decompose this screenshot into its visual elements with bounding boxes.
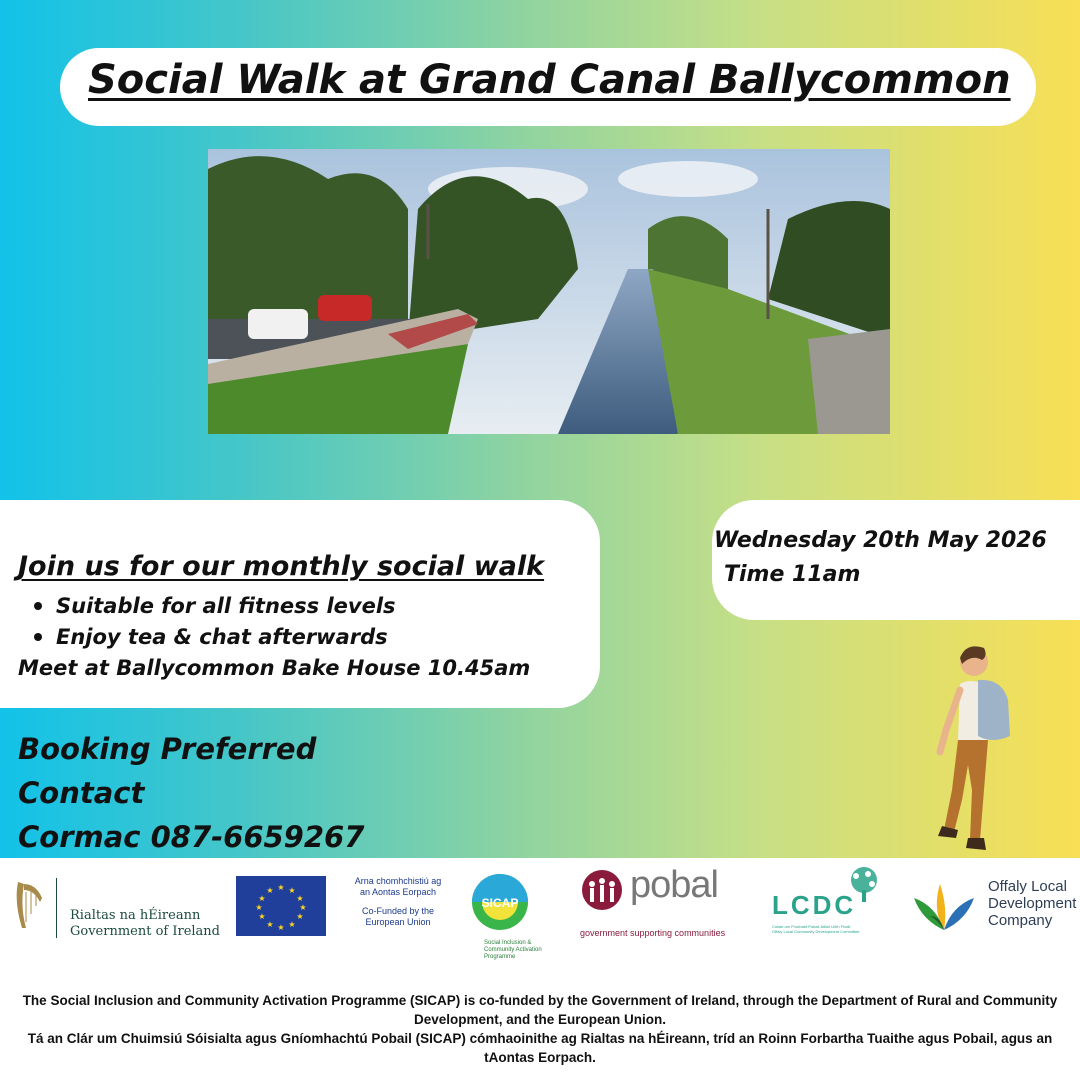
pobal-logo	[580, 864, 726, 938]
svg-text:★: ★	[288, 886, 296, 895]
list-item-text: Suitable for all fitness levels	[56, 594, 396, 618]
gov-ireland-english: Government of Ireland	[70, 924, 221, 939]
info-heading: Join us for our monthly social walk	[18, 551, 545, 582]
pobal-people-icon	[580, 868, 624, 912]
olc-logo	[912, 878, 1077, 936]
sicap-icon	[470, 868, 540, 938]
funding-irish: Tá an Clár um Chuimsiú Sóisialta agus Gníomhachtú Pobail (SICAP) cómhaoinithe ag Rialtas na hÉireann, tríd an Roinn Forbartha Tuaithe agus Pobail, agus an tAontas Eorpach.	[27, 1031, 1053, 1065]
booking-info	[18, 727, 364, 859]
list-item	[28, 622, 396, 653]
svg-text:★: ★	[277, 923, 285, 932]
svg-text:★: ★	[266, 886, 274, 895]
olc-line-3: Company	[988, 912, 1053, 929]
svg-text:★: ★	[296, 912, 304, 921]
svg-text:★: ★	[277, 883, 285, 892]
eu-english-1: Co-Funded by the	[361, 906, 435, 916]
svg-text:★: ★	[255, 903, 263, 912]
event-time: Time 11am	[724, 562, 861, 587]
svg-text:★: ★	[266, 920, 274, 929]
funding-statement	[0, 980, 1080, 1080]
eu-irish-1: Arna chomhchistiú ag	[354, 876, 442, 886]
list-item	[28, 591, 396, 622]
olc-line-2: Development	[988, 895, 1077, 912]
booking-contact-phone[interactable]: Cormac 087-6659267	[18, 820, 365, 854]
eu-english-2: European Union	[365, 917, 431, 927]
harp-icon	[12, 878, 46, 932]
eu-irish-2: an Aontas Eorpach	[359, 887, 437, 897]
page-title: Social Walk at Grand Canal Ballycommon	[88, 57, 1011, 103]
info-list	[28, 591, 396, 653]
funding-english: The Social Inclusion and Community Activation Programme (SICAP) is co-funded by the Government of Ireland, through the Department of Rural and Community Development, and the European Union.	[22, 993, 1058, 1027]
lcdc-english: Offaly Local Community Development Committee	[772, 929, 860, 934]
list-item-text: Enjoy tea & chat afterwards	[56, 625, 388, 649]
bullet-icon	[34, 602, 42, 610]
gov-ireland-logo	[12, 878, 221, 939]
sicap-name: SICAP	[481, 896, 519, 910]
eu-flag-icon	[236, 876, 326, 936]
sponsor-logos	[0, 858, 1080, 980]
olc-line-1: Offaly Local	[988, 878, 1067, 895]
lcdc-name: LCDC	[772, 890, 857, 920]
booking-preferred: Booking Preferred	[18, 732, 317, 766]
pobal-tagline: government supporting communities	[580, 928, 726, 938]
svg-text:★: ★	[296, 894, 304, 903]
svg-text:★: ★	[258, 894, 266, 903]
bullet-icon	[34, 633, 42, 641]
sicap-line-3: Programme	[484, 954, 516, 960]
lcdc-irish: Coiste um Fhorbairt Pobail Áitiúil Uíbh Fhailí	[772, 924, 851, 929]
sicap-line-2: Community Activation	[484, 947, 542, 953]
canal-photo	[208, 149, 890, 434]
eu-logo	[236, 876, 442, 940]
event-date: Wednesday 20th May 2026	[714, 528, 1047, 553]
walking-person-icon	[922, 640, 1022, 860]
gov-ireland-irish: Rialtas na hÉireann	[70, 908, 201, 923]
date-panel	[712, 500, 1080, 620]
meeting-point: Meet at Ballycommon Bake House 10.45am	[18, 656, 531, 680]
sicap-logo	[470, 868, 560, 960]
leaf-icon	[912, 880, 976, 932]
booking-contact-label: Contact	[18, 776, 145, 810]
svg-text:★: ★	[288, 920, 296, 929]
svg-text:★: ★	[258, 912, 266, 921]
sicap-line-1: Social Inclusion &	[484, 940, 532, 946]
svg-text:★: ★	[299, 903, 307, 912]
pobal-name: pobal	[630, 864, 718, 906]
